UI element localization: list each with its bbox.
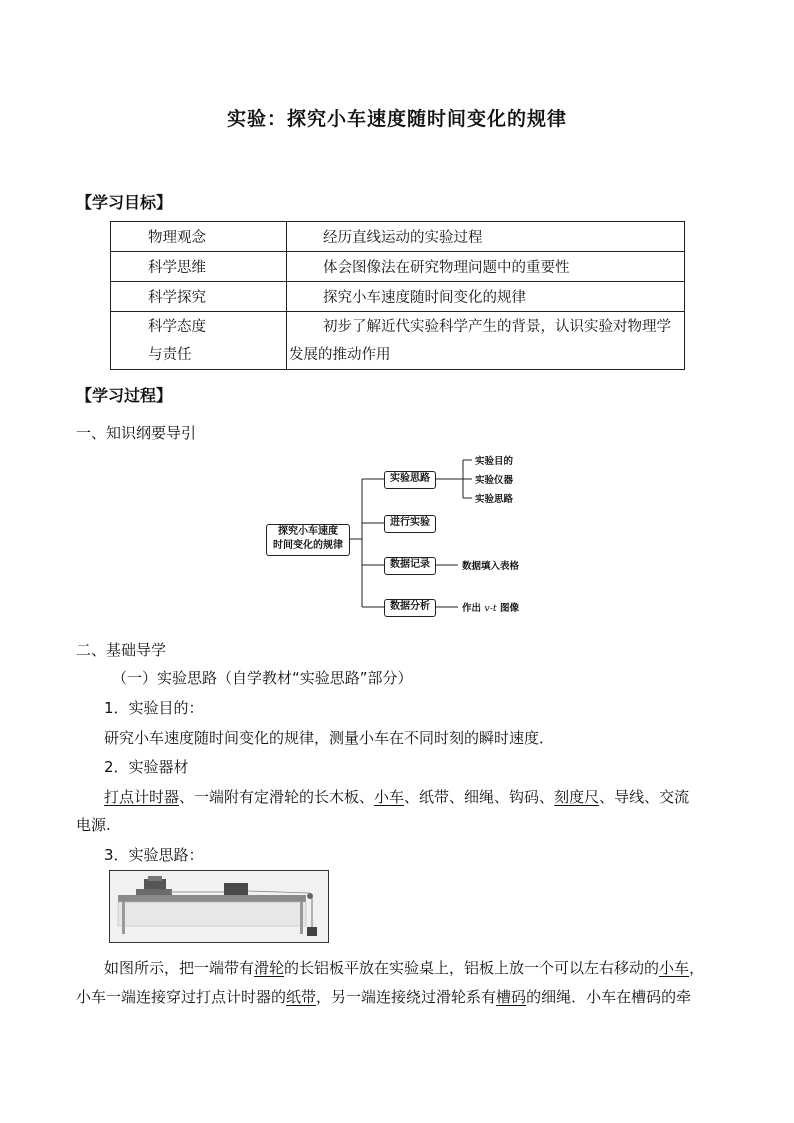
goal-text: 发展的推动作用	[289, 346, 391, 363]
mind-map-leaf: 实验思路	[475, 494, 514, 505]
blank-answer: 滑轮	[254, 959, 285, 977]
blank-answer: 刻度尺	[554, 788, 600, 806]
blank-answer: 打点计时器	[104, 788, 180, 806]
apparatus-photo	[109, 870, 329, 943]
goals-heading: 【学习目标】	[76, 193, 173, 212]
goal-text: 探究小车速度随时间变化的规律	[287, 282, 685, 312]
item-text: 研究小车速度随时间变化的规律，测量小车在不同时刻的瞬时速度．	[104, 729, 555, 747]
goal-label: 物理观念	[111, 222, 287, 252]
paragraph-line: 小车一端连接穿过打点计时器的纸带，另一端连接绕过滑轮系有槽码的细绳．小车在槽码的牵	[76, 988, 692, 1006]
mind-map-leaf: 实验仪器	[475, 475, 514, 486]
goal-text: 经历直线运动的实验过程	[287, 222, 685, 252]
mind-map-leaf: 作出 v-t 图像	[462, 603, 520, 614]
goal-text: 体会图像法在研究物理问题中的重要性	[287, 252, 685, 282]
blank-answer: 槽码	[496, 988, 527, 1006]
goal-label: 科学思维	[111, 252, 287, 282]
goal-row	[111, 312, 685, 370]
goal-label: 科学态度	[148, 318, 206, 335]
section-heading: 二、基础导学	[76, 641, 167, 659]
blank-answer: 小车	[659, 959, 690, 977]
blank-answer: 小车	[374, 788, 405, 806]
mind-map-branch: 数据分析	[384, 599, 436, 617]
goals-table	[110, 221, 685, 370]
process-heading: 【学习过程】	[76, 386, 173, 405]
page-title: 实验：探究小车速度随时间变化的规律	[226, 108, 567, 130]
goal-row	[111, 252, 685, 282]
paragraph-line: 如图所示，把一端带有滑轮的长铝板平放在实验桌上，铝板上放一个可以左右移动的小车，	[104, 959, 705, 977]
mind-map-branch: 实验思路	[384, 471, 436, 489]
item-title: 2．实验器材	[104, 758, 189, 776]
goal-label: 科学探究	[111, 282, 287, 312]
item-title: 3．实验思路：	[104, 846, 204, 864]
mind-map-leaf: 实验目的	[475, 456, 514, 467]
goal-label: 与责任	[148, 346, 192, 363]
goal-row	[111, 222, 685, 252]
goal-text: 初步了解近代实验科学产生的背景，认识实验对物理学	[323, 318, 671, 335]
item-title: 1．实验目的：	[104, 699, 204, 717]
equipment-line: 电源.	[76, 816, 111, 834]
subsection-heading: （一）实验思路（自学教材“实验思路”部分）	[112, 669, 413, 687]
mind-map-branch: 进行实验	[384, 515, 436, 533]
equipment-line: 打点计时器、一端附有定滑轮的长木板、小车、纸带、细绳、钩码、刻度尺、导线、交流	[104, 788, 690, 806]
mind-map-branch: 数据记录	[384, 557, 436, 575]
mind-map-root: 探究小车速度 时间变化的规律	[266, 524, 350, 556]
mind-map-leaf: 数据填入表格	[462, 561, 520, 572]
section-heading: 一、知识纲要导引	[76, 424, 197, 442]
goal-row	[111, 282, 685, 312]
mind-map	[262, 448, 532, 618]
apparatus-illustration	[110, 871, 328, 942]
blank-answer: 纸带	[286, 988, 317, 1006]
